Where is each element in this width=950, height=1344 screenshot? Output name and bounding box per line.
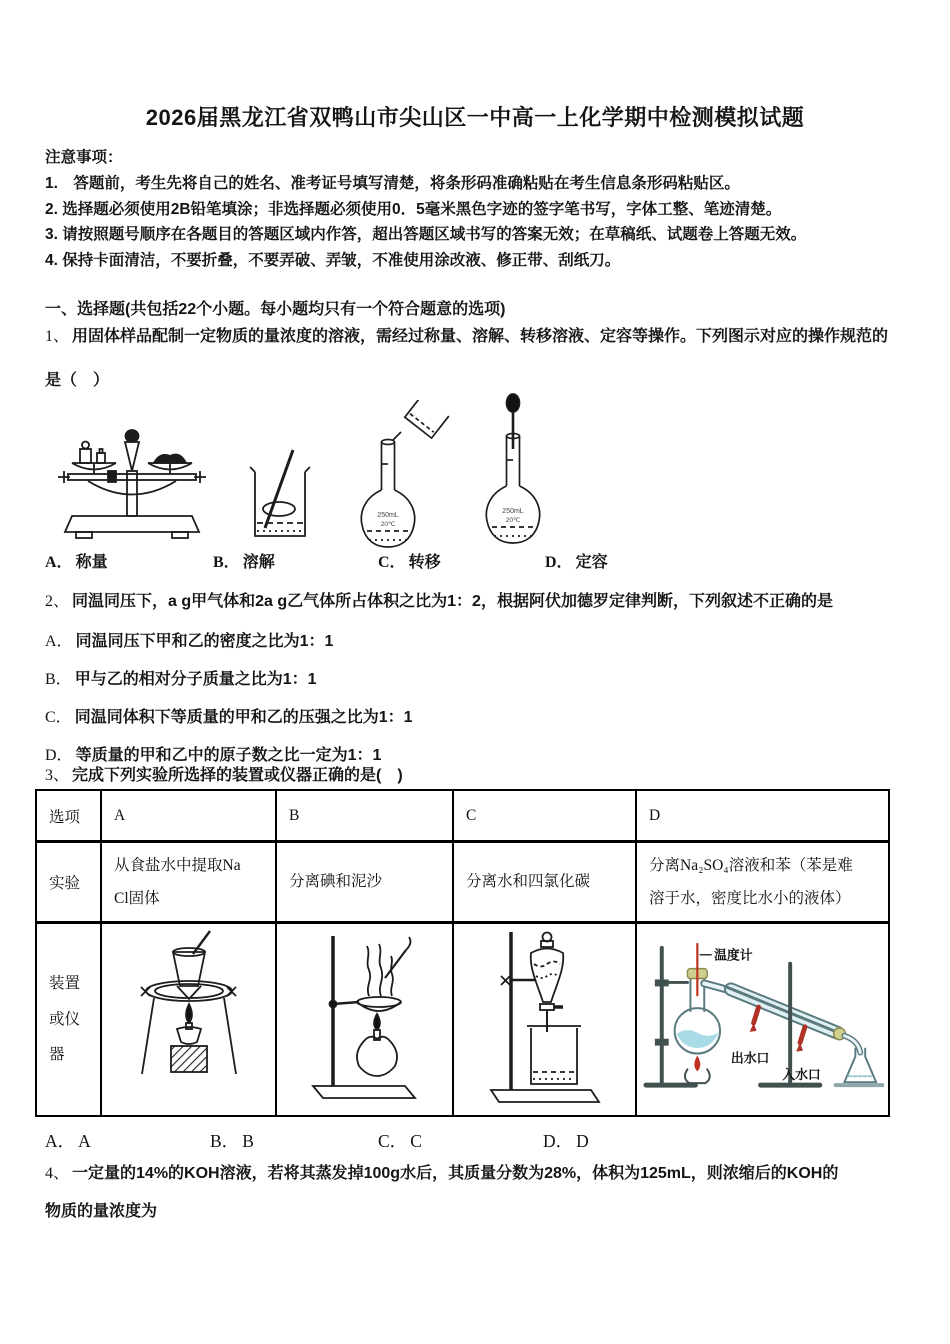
figure-volumetric-flask-pouring-icon bbox=[356, 400, 451, 550]
q1-stem-line1: 1、 用固体样品配制一定物质的量浓度的溶液，需经过称量、溶解、转移溶液、定容等操作。下列图示对应的操作规范的 bbox=[45, 328, 889, 345]
apparatus-cell-a bbox=[101, 923, 276, 1117]
q3-answer-d: D． D bbox=[543, 1131, 589, 1151]
experiment-c: 分离水和四氯化碳 bbox=[466, 873, 591, 891]
page-title: 2026届黑龙江省双鸭山市尖山区一中高一上化学期中检测模拟试题 bbox=[145, 105, 805, 130]
experiment-a: 从食盐水中提取NaCl固体 bbox=[114, 856, 241, 907]
experiment-b: 分离碘和泥沙 bbox=[289, 873, 383, 891]
notice-item-1: 1. 答题前，考生先将自己的姓名、准考证号填写清楚，将条形码准确粘贴在考生信息条形码粘贴区。 bbox=[45, 175, 740, 192]
apparatus-distillation-icon bbox=[642, 938, 884, 1096]
apparatus-dish-heating-icon bbox=[305, 928, 425, 1106]
q2-option-c: C． 同温同体积下等质量的甲和乙的压强之比为1：1 bbox=[45, 709, 413, 726]
table-col-header-c: C bbox=[453, 790, 636, 842]
thermometer-label: 温度计 bbox=[713, 948, 753, 963]
q1-option-b: B． 溶解 bbox=[213, 554, 275, 571]
water-inlet-label: 入水口 bbox=[781, 1068, 821, 1083]
apparatus-separating-funnel-icon bbox=[485, 926, 605, 1109]
q1-option-c: C． 转移 bbox=[378, 554, 441, 571]
q2-option-a: A． 同温同压下甲和乙的密度之比为1：1 bbox=[45, 633, 334, 650]
experiment-row-label: 实验 bbox=[36, 842, 101, 923]
table-header-row bbox=[36, 790, 889, 842]
q3-stem: 3、 完成下列实验所选择的装置或仪器正确的是( ) bbox=[45, 767, 403, 784]
table-col-header-a: A bbox=[101, 790, 276, 842]
q2-number: 2、 bbox=[45, 593, 70, 610]
notice-item-4: 4. 保持卡面清洁，不要折叠，不要弄破、弄皱，不准使用涂改液、修正带、刮纸刀。 bbox=[45, 251, 621, 269]
q1-number: 1、 bbox=[45, 328, 70, 345]
notice-heading: 注意事项： bbox=[45, 149, 123, 166]
q3-answer-c: C． C bbox=[378, 1131, 422, 1151]
q3-answer-a: A． A bbox=[45, 1131, 91, 1151]
q3-number: 3、 bbox=[45, 767, 70, 784]
apparatus-row-label: 装置或仪器 bbox=[49, 975, 81, 1064]
table-apparatus-row bbox=[36, 923, 889, 1117]
q2-option-b: B． 甲与乙的相对分子质量之比为1：1 bbox=[45, 671, 317, 688]
figure-volumetric-flask-dropper-icon bbox=[478, 393, 548, 545]
table-col-header-b: B bbox=[276, 790, 453, 842]
water-outlet-label: 出水口 bbox=[730, 1051, 769, 1066]
flask-temp-label: 20℃ bbox=[505, 517, 521, 524]
q4-number: 4、 bbox=[45, 1165, 70, 1182]
notice-item-3: 3. 请按照题号顺序在各题目的答题区域内作答，超出答题区域书写的答案无效；在草稿纸、试题卷上答题无效。 bbox=[45, 226, 807, 244]
table-col-header-d: D bbox=[636, 790, 889, 842]
apparatus-cell-c bbox=[453, 923, 636, 1117]
table-corner-label: 选项 bbox=[36, 790, 101, 842]
flask-volume-label: 250mL bbox=[502, 508, 524, 515]
table-experiment-row bbox=[36, 842, 889, 923]
q1-option-a: A． 称量 bbox=[45, 554, 108, 571]
q2-stem: 2、 同温同压下，a g甲气体和2a g乙气体所占体积之比为1：2，根据阿伏加德罗定律判断，下列叙述不正确的是 bbox=[45, 593, 833, 610]
experiment-d: 分离Na₂SO₄溶液和苯（苯是难溶于水，密度比水小的液体） bbox=[649, 856, 853, 907]
figure-balance-scale-icon bbox=[52, 424, 212, 544]
q1-stem-line2: 是（ ） bbox=[45, 372, 110, 389]
flask-volume-label: 250mL bbox=[377, 512, 399, 519]
section-heading: 一、选择题(共包括22个小题。每小题均只有一个符合题意的选项) bbox=[45, 301, 506, 318]
notice-item-2: 2. 选择题必须使用2B铅笔填涂；非选择题必须使用0．5毫米黑色字迹的签字笔书写，字体工整、笔迹清楚。 bbox=[45, 200, 782, 218]
q3-answer-b: B． B bbox=[210, 1131, 254, 1151]
figure-beaker-stirring-rod-icon bbox=[243, 448, 318, 548]
apparatus-cell-b bbox=[276, 923, 453, 1117]
q4-stem-line2: 物质的量浓度为 bbox=[45, 1203, 158, 1220]
apparatus-cell-d bbox=[636, 923, 889, 1117]
notice-list bbox=[45, 171, 915, 273]
flask-temp-label: 20℃ bbox=[380, 521, 396, 528]
q3-table bbox=[35, 789, 890, 1117]
q4-stem-line1: 4、 一定量的14%的KOH溶液，若将其蒸发掉100g水后，其质量分数为28%，体积为125mL，则浓缩后的KOH的 bbox=[45, 1165, 839, 1182]
apparatus-evaporation-crucible-icon bbox=[131, 928, 246, 1106]
q2-option-d: D． 等质量的甲和乙中的原子数之比一定为1：1 bbox=[45, 747, 382, 764]
q1-option-d: D． 定容 bbox=[545, 554, 608, 571]
